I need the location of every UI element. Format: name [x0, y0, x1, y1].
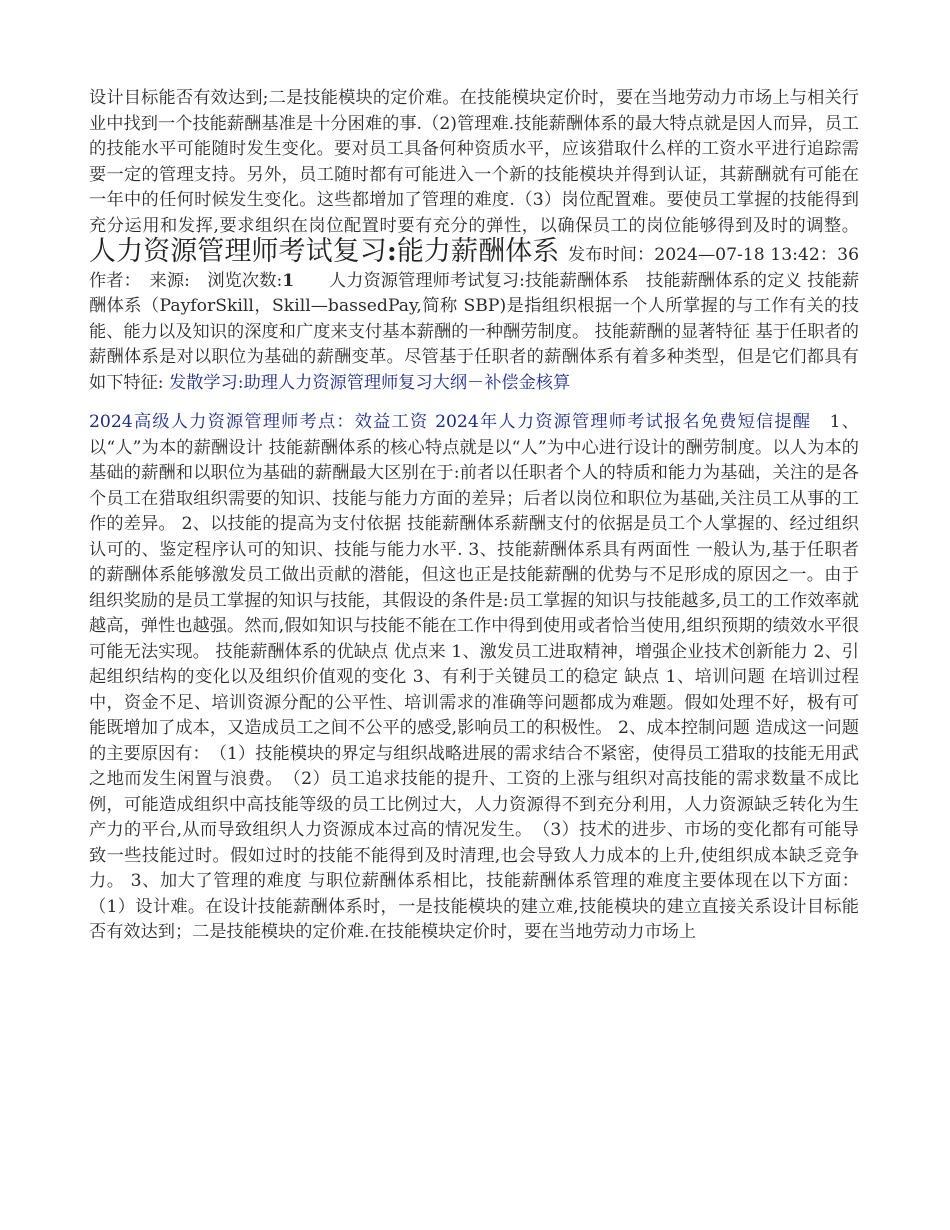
related-link-prefix: 发散学习 [169, 372, 238, 393]
related-link-title: 助理人力资源管理师复习大纲－补偿金核算 [243, 372, 571, 393]
title-part-b: 能力薪酬体系 [396, 236, 560, 267]
link-text: 年人力资源管理师考试报名免费短信提醒 [478, 412, 812, 432]
paragraph-main: 1、以“人”为本的薪酬设计 技能薪酬体系的核心特点就是以“人”为中心进行设计的酬劳制度。以人为本的基础的薪酬和以职位为基础的薪酬最大区别在于:前者以任职者个人的特质和能力为基础，关注的是各个员工在猎取组织需要的知识、技能与能力方面的差异；后者以岗位和职位为基础,关注员工从事的工作的差异。 2、以技能的提高为支付依据 技能薪酬体系薪酬支付的依据是员工个人掌握的、经过组织认可的、鉴定程序认可的知识、技能与能力水平. 3、技能薪酬体系具有两面性 一般认为,基于任职者的薪酬体系能够激发员工做出贡献的潜能，但这也正是技能薪酬的优势与不足形成的原因之一。由于组织奖励的是员工掌握的知识与技能，其假设的条件是:员工掌握的知识与技能越多,员工的工作效率就越高，弹性也越强。然而,假如知识与技能不能在工作中得到使用或者恰当使用,组织预期的绩效水平很可能无法实现。 技能薪酬体系的优缺点 优点来 1、激发员工进取精神，增强企业技术创新能力 2、引起组织结构的变化以及组织价值观的变化 3、有利于关键员工的稳定 缺点 1、培训问题 在培训过程中，资金不足、培训资源分配的公平性、培训需求的准确等问题都成为难题。假如处理不好，极有可能既增加了成本，又造成员工之间不公平的感受,影响员工的积极性。 2、成本控制问题 造成这一问题的主要原因有： （1）技能模块的界定与组织战略进展的需求结合不紧密，使得员工猎取的技能无用武之地而发生闲置与浪费。 （2）员工追求技能的提升、工资的上涨与组织对高技能的需求数量不成比例，可能造成组织中高技能等级的员工比例过大，人力资源得不到充分利用，人力资源缺乏转化为生产力的平台,从而导致组织人力资源成本过高的情况发生。 （3）技术的进步、市场的变化都有可能导致一些技能过时。假如过时的技能不能得到及时清理,也会导致人力成本的上升,使组织成本缺乏竞争力。 3、加大了管理的难度 与职位薪酬体系相比，技能薪酬体系管理的难度主要体现在以下方面：（1）设计难。在设计技能薪酬体系时，一是技能模块的建立难,技能模块的建立直接关系设计目标能否有效达到；二是技能模块的定价难.在技能模块定价时，要在当地劳动力市场上 [89, 412, 859, 942]
article-title [89, 236, 568, 267]
related-link-review-outline[interactable] [169, 373, 570, 393]
link-year: 2024 [435, 412, 479, 432]
article-top-block [89, 86, 877, 396]
article-lead: 人力资源管理师考试复习:技能薪酬体系 技能薪酬体系的定义 技能薪酬体系（PayforSkill，Skill—bassedPay,简称 SBP)是指组织根据一个人所掌握的与工作有关的技能、能力以及知识的深度和广度来支付基本薪酬的一种酬劳制度。 技能薪酬的显著特征 基于任职者的薪酬体系是对以职位为基础的薪酬变革。尽管基于任职者的薪酬体系有着多种类型，但是它们都具有如下特征: [89, 270, 859, 393]
view-count: 1 [282, 270, 295, 291]
title-part-a: 人力资源管理师考试复习 [89, 236, 387, 267]
spacer [89, 396, 859, 410]
article-body-block [89, 410, 859, 946]
related-link-sms-reminder[interactable] [435, 412, 811, 432]
publish-meta: 发布时间：2024—07-18 13:42：36 作者： 来源: 浏览次数: [89, 245, 877, 291]
document-page [89, 86, 877, 946]
link-text: 高级人力资源管理师考点：效益工资 [132, 412, 429, 432]
link-year: 2024 [89, 412, 133, 432]
related-link-efficiency-wage[interactable] [89, 412, 428, 432]
paragraph-intro: 设计目标能否有效达到;二是技能模块的定价难。在技能模块定价时，要在当地劳动力市场上与相关行业中找到一个技能薪酬基准是十分困难的事.（2)管理难.技能薪酬体系的最大特点就是因人而异，员工的技能水平可能随时发生变化。要对员工具备何种资质水平，应该猎取什么样的工资水平进行追踪需要一定的管理支持。另外，员工随时都有可能进入一个新的技能模块并得到认证，其薪酬就有可能在一年中的任何时候发生变化。这些都增加了管理的难度.（3）岗位配置难。要使员工掌握的技能得到充分运用和发挥,要求组织在岗位配置时要有充分的弹性，以确保员工的岗位能够得到及时的调整。 [89, 88, 859, 236]
related-link-colon: : [237, 372, 244, 393]
title-colon: : [386, 236, 397, 267]
